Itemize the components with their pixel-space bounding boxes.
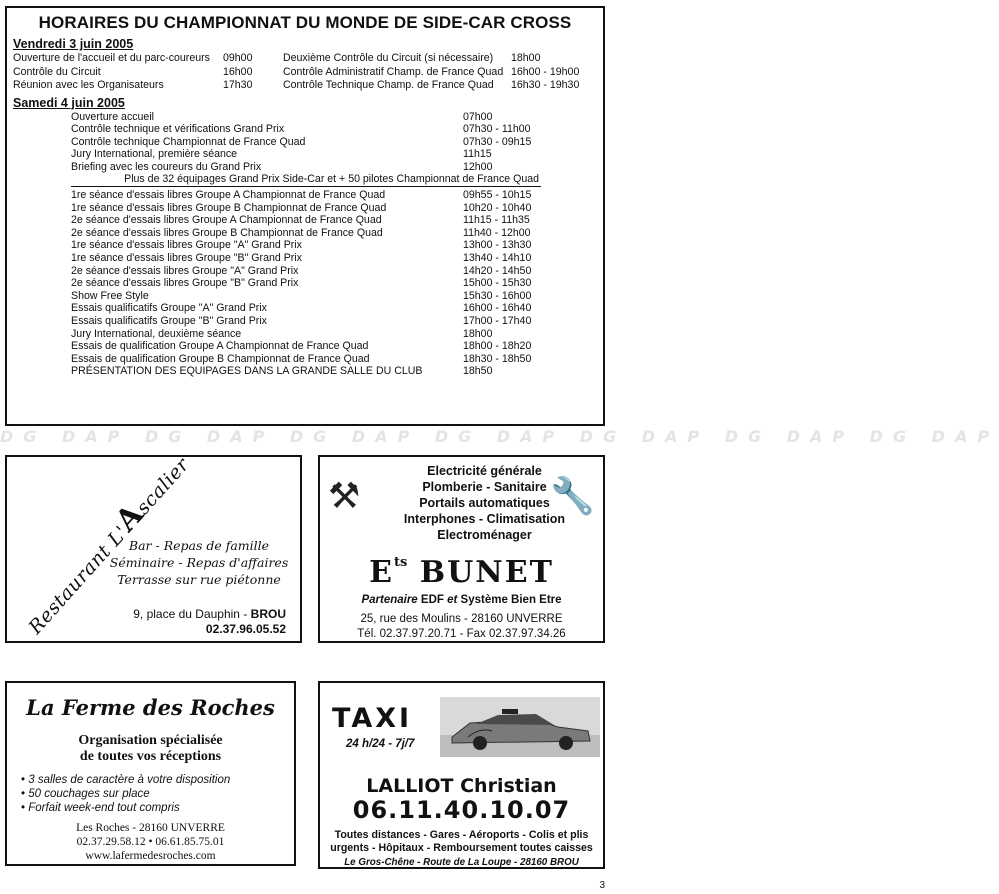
schedule-row [71,290,541,303]
schedule-row-label: 1re séance d'essais libres Groupe A Championnat de France Quad [71,189,386,202]
schedule-row-label: PRÉSENTATION DES EQUIPAGES DANS LA GRANDE SALLE DU CLUB [71,365,423,378]
ferme-contact [7,821,294,863]
restaurant-name-initial: A [108,497,151,539]
taxi-services [326,829,597,855]
taxi-ad [318,681,605,869]
bunet-partner-rest: Système Bien Etre [457,594,562,606]
schedule-row [71,340,541,353]
bunet-address: 25, rue des Moulins - 28160 UNVERRE [360,613,563,625]
taxi-services-line: urgents - Hôpitaux - Remboursement toutes caisses [330,842,593,854]
bunet-partner-et: et [447,594,458,606]
bunet-service: Electricité générale [427,464,542,478]
taxi-address: Le Gros-Chêne - Route de La Loupe - 28160 BROU [344,857,579,868]
schedule-row-label: Contrôle technique Championnat de France Quad [71,135,306,148]
friday-left-label: Réunion avec les Organisateurs [13,79,164,91]
schedule-row-label: 1re séance d'essais libres Groupe "B" Grand Prix [71,252,302,265]
ferme-phones: 02.37.29.58.12 • 06.61.85.75.01 [76,836,225,848]
friday-left-time: 17h30 [223,79,253,91]
bunet-ad [318,455,605,643]
friday-right-label: Deuxième Contrôle du Circuit (si nécessaire) [283,52,494,64]
plumber-icon: 🔧 [550,475,595,516]
schedule-row-label: 2e séance d'essais libres Groupe "B" Grand Prix [71,277,299,290]
restaurant-name-prefix: Restaurant L' [24,521,133,639]
ferme-subtitle [7,733,294,765]
schedule-row-time: 13h00 - 13h30 [463,239,532,252]
schedule-row-time: 18h30 - 18h50 [463,352,532,365]
schedule-row-time: 11h15 - 11h35 [463,214,530,227]
schedule-row [71,189,541,202]
schedule-row [71,328,541,341]
saturday-rows-after [71,189,541,378]
schedule-row-time: 10h20 - 10h40 [463,201,532,214]
schedule-row-label: Essais de qualification Groupe B Championnat de France Quad [71,352,370,365]
restaurant-address [133,607,286,637]
schedule-row [71,227,541,240]
schedule-row-label: Briefing avec les coureurs du Grand Prix [71,160,262,173]
schedule-row-time: 07h30 - 11h00 [463,123,531,136]
schedule-row [71,365,541,378]
bunet-partner-edf: EDF [417,594,448,606]
schedule-row-time: 13h40 - 14h10 [463,252,532,265]
restaurant-service: Séminaire - Repas d'affaires [109,555,289,570]
page-number: 3 [599,880,605,891]
schedule-row-label: 1re séance d'essais libres Groupe B Championnat de France Quad [71,201,387,214]
schedule-row-label: Essais de qualification Groupe A Championnat de France Quad [71,340,369,353]
bunet-phones: Tél. 02.37.97.20.71 - Fax 02.37.97.34.26 [357,628,566,640]
friday-right-time: 16h00 - 19h00 [511,65,580,78]
schedule-row [71,111,541,124]
schedule-row-label: Essais qualificatifs Groupe "B" Grand Prix [71,315,267,327]
schedule-row [71,277,541,290]
bunet-company-name [320,555,603,590]
friday-right-label: Contrôle Administratif Champ. de France Quad [283,65,504,78]
schedule-row-time: 07h00 [463,110,493,123]
schedule-row [71,315,541,328]
ferme-features [21,773,230,815]
ferme-website: www.lafermedesroches.com [85,850,216,862]
friday-left-time: 16h00 [223,65,253,78]
schedule-row [71,123,541,136]
bunet-name-sup: ts [393,555,408,570]
restaurant-service: Bar - Repas de famille [128,538,270,553]
schedule-row-time: 09h55 - 10h15 [463,189,532,202]
schedule-row [71,136,541,149]
watermark-strip: DG DAP DG DAP DG DAP DG DAP DG DAP DG DAP DG DAP [0,427,999,446]
schedule-title: HORAIRES DU CHAMPIONNAT DU MONDE DE SIDE-CAR CROSS [38,13,572,32]
restaurant-service: Terrasse sur rue piétonne [117,572,281,587]
schedule-row [71,202,541,215]
schedule-row-time: 15h30 - 16h00 [463,289,532,302]
schedule-row-time: 11h40 - 12h00 [463,226,531,239]
restaurant-services [99,537,299,588]
schedule-row-label: Jury International, première séance [71,148,238,161]
schedule-row [71,252,541,265]
schedule-row-time: 17h00 - 17h40 [463,315,532,327]
restaurant-city: BROU [250,607,286,621]
taxi-hours: 24 h/24 - 7j/7 [346,738,415,750]
friday-title: Vendredi 3 juin 2005 [13,37,134,51]
bunet-contact [320,612,603,642]
schedule-row-time: 07h30 - 09h15 [463,135,532,148]
schedule-row-label: 2e séance d'essais libres Groupe B Championnat de France Quad [71,226,383,239]
ferme-feature: • 50 couchages sur place [21,787,230,801]
schedule-row-time: 18h00 [463,327,493,340]
ferme-name: La Ferme des Roches [26,695,275,720]
saturday-rows-before [71,111,541,174]
bunet-name-prefix: E [369,555,394,590]
friday-right-label: Contrôle Technique Champ. de France Quad [283,79,494,91]
schedule-row-label: 1re séance d'essais libres Groupe "A" Grand Prix [71,239,302,252]
schedule-row-time: 12h00 [463,160,493,173]
ferme-feature: • Forfait week-end tout compris [21,801,230,815]
bunet-services [372,463,597,543]
restaurant-name-rest: scalier [132,453,194,519]
ferme-feature: • 3 salles de caractère à votre disposition [21,773,230,787]
schedule-row-time: 18h00 - 18h20 [463,340,532,353]
taxi-owner: LALLIOT Christian [366,775,557,797]
schedule-row [71,265,541,278]
ferme-subtitle-line: Organisation spécialisée [78,733,223,748]
friday-left-time: 09h00 [223,52,253,64]
schedule-row-label: 2e séance d'essais libres Groupe "A" Grand Prix [71,264,299,277]
friday-right-time: 18h00 [511,52,541,64]
bunet-service: Plomberie - Sanitaire [422,480,547,494]
friday-left-label: Ouverture de l'accueil et du parc-coureurs [13,52,210,64]
schedule-row-label: 2e séance d'essais libres Groupe A Championnat de France Quad [71,214,382,227]
schedule-row-time: 15h00 - 15h30 [463,277,532,290]
bunet-partner [320,594,603,606]
bunet-service: Portails automatiques [419,496,550,510]
schedule-box [5,6,605,426]
restaurant-street: 9, place du Dauphin - [133,607,251,621]
saturday-note: Plus de 32 équipages Grand Prix Side-Car et + 50 pilotes Championnat de France Quad [71,173,541,187]
schedule-row-time: 14h20 - 14h50 [463,264,532,277]
taxi-services-line: Toutes distances - Gares - Aéroports - Colis et plis [334,829,589,841]
bunet-partner-prefix: Partenaire [361,594,418,606]
taxi-title: TAXI [332,703,413,734]
schedule-row [71,148,541,161]
saturday-title: Samedi 4 juin 2005 [13,95,125,110]
ferme-address: Les Roches - 28160 UNVERRE [76,822,225,834]
bunet-service: Interphones - Climatisation [403,512,566,526]
handyman-icon: ⚒ [328,475,361,516]
schedule-row-time: 11h15 [463,148,492,161]
schedule-row [71,353,541,366]
schedule-row-label: Contrôle technique et vérifications Grand Prix [71,123,285,136]
schedule-row-label: Ouverture accueil [71,110,155,123]
schedule-row-time: 16h00 - 16h40 [463,302,532,315]
saturday-list [71,111,541,378]
schedule-row [71,214,541,227]
schedule-row [71,302,541,315]
schedule-row-time: 18h50 [463,365,493,378]
ferme-ad [5,681,296,866]
bunet-name: BUNET [407,555,554,590]
schedule-row-label: Essais qualificatifs Groupe "A" Grand Prix [71,302,267,315]
friday-grid [13,52,597,92]
friday-left-label: Contrôle du Circuit [13,65,101,78]
schedule-row-label: Show Free Style [71,289,149,302]
restaurant-ad [5,455,302,643]
bunet-service: Electroménager [437,528,532,542]
schedule-row [71,161,541,174]
taxi-phone: 06.11.40.10.07 [352,796,571,824]
restaurant-phone: 02.37.96.05.52 [205,622,286,636]
ferme-subtitle-line: de toutes vos réceptions [79,749,222,764]
schedule-row-label: Jury International, deuxième séance [71,327,242,340]
car-photo [440,697,600,757]
friday-right-time: 16h30 - 19h30 [511,79,580,91]
schedule-row [71,239,541,252]
